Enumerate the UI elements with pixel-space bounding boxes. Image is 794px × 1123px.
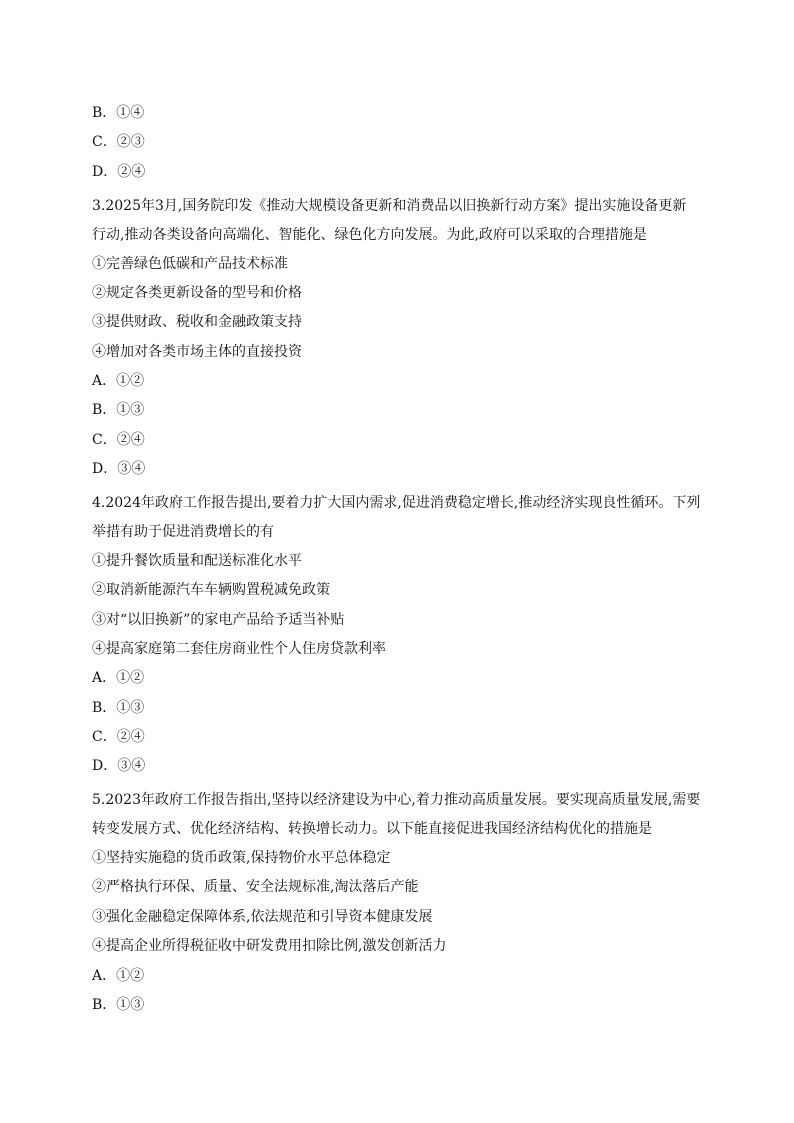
question-3-statement-4: ④增加对各类市场主体的直接投资 <box>92 344 302 360</box>
option-b: B．①④ <box>92 105 145 121</box>
question-5-stem-line-1: 5.2023年政府工作报告指出,坚持以经济建设为中心,着力推动高质量发展。要实现高质量发展,需要 <box>92 792 701 808</box>
question-5-statement-2: ②严格执行环保、质量、安全法规标准,淘汰落后产能 <box>92 879 419 895</box>
question-4-option-b: B．①③ <box>92 700 145 716</box>
question-5-statement-1: ①坚持实施稳的货币政策,保持物价水平总体稳定 <box>92 850 391 866</box>
question-4-option-a: A．①② <box>92 670 145 686</box>
question-4-statement-2: ②取消新能源汽车车辆购置税减免政策 <box>92 582 330 598</box>
question-5-statement-3: ③强化金融稳定保障体系,依法规范和引导资本健康发展 <box>92 909 433 925</box>
question-4-statement-3: ③对“以旧换新”的家电产品给予适当补贴 <box>92 612 345 628</box>
question-5-option-a: A．①② <box>92 968 145 984</box>
question-4-stem-line-2: 举措有助于促进消费增长的有 <box>92 524 274 540</box>
question-3-statement-3: ③提供财政、税收和金融政策支持 <box>92 314 302 330</box>
question-3-statement-2: ②规定各类更新设备的型号和价格 <box>92 285 302 301</box>
question-4-option-c: C．②④ <box>92 729 145 745</box>
option-c: C．②③ <box>92 134 145 150</box>
question-4-stem-line-1: 4.2024年政府工作报告提出,要着力扩大国内需求,促进消费稳定增长,推动经济实现良性循环。下列 <box>92 495 701 511</box>
question-3-option-b: B．①③ <box>92 402 145 418</box>
question-3-statement-1: ①完善绿色低碳和产品技术标准 <box>92 256 288 272</box>
question-4-statement-1: ①提升餐饮质量和配送标准化水平 <box>92 553 302 569</box>
question-5-statement-4: ④提高企业所得税征收中研发费用扣除比例,激发创新活力 <box>92 938 447 954</box>
question-3-stem-line-2: 行动,推动各类设备向高端化、智能化、绿色化方向发展。为此,政府可以采取的合理措施是 <box>92 227 647 243</box>
question-4-option-d: D．③④ <box>92 758 146 774</box>
question-4-statement-4: ④提高家庭第二套住房商业性个人住房贷款利率 <box>92 641 386 657</box>
question-3-stem-line-1: 3.2025年3月,国务院印发《推动大规模设备更新和消费品以旧换新行动方案》提出实施设备更新 <box>92 198 687 214</box>
question-3-option-a: A．①② <box>92 373 145 389</box>
question-5-option-b: B．①③ <box>92 997 145 1013</box>
question-3-option-c: C．②④ <box>92 432 145 448</box>
option-d: D．②④ <box>92 164 146 180</box>
question-5-stem-line-2: 转变发展方式、优化经济结构、转换增长动力。以下能直接促进我国经济结构优化的措施是 <box>92 821 652 837</box>
question-3-option-d: D．③④ <box>92 461 146 477</box>
